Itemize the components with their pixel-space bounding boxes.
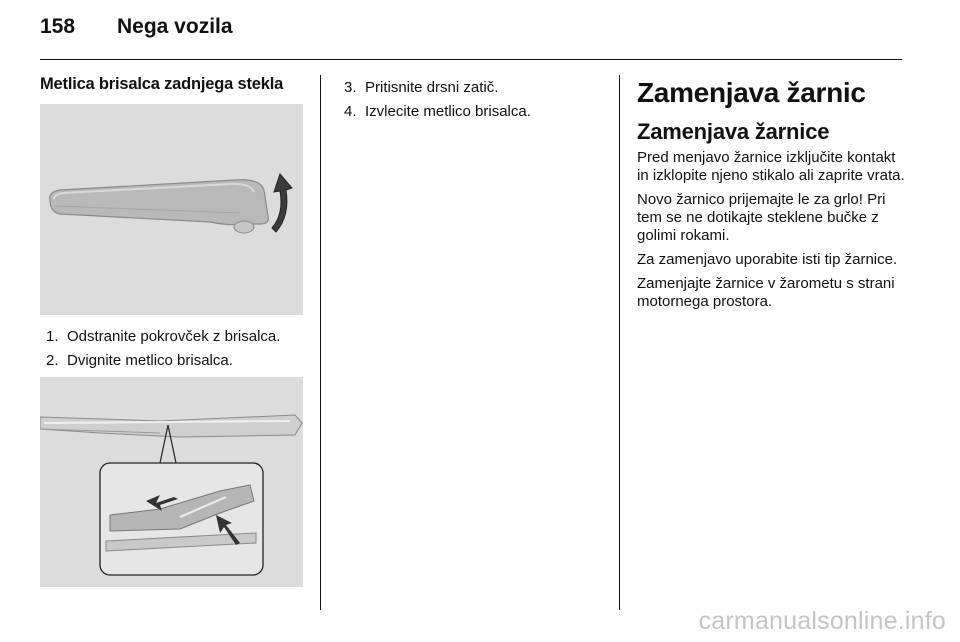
column-left xyxy=(40,75,304,587)
section-heading-rear-wiper: Metlica brisalca zadnjega stekla xyxy=(40,75,284,93)
wiper-blade-release-illustration xyxy=(40,377,303,587)
column-divider-1 xyxy=(320,75,321,610)
watermark: carmanualsonline.info xyxy=(698,607,946,635)
paragraph: Zamenjajte žarnice v žarometu s strani motornega prostora. xyxy=(637,275,895,310)
wiper-arm-drawing xyxy=(40,104,303,315)
paragraph: Pred menjavo žarnice izključite kontakt in izklopite njeno stikalo ali zaprite vrata. xyxy=(637,149,905,184)
steps-list-2 xyxy=(338,79,531,127)
header-rule xyxy=(40,59,902,60)
column-right xyxy=(637,77,907,311)
paragraph: Novo žarnico prijemajte le za grlo! Pri tem se ne dotikajte steklene bučke z golimi rokami. xyxy=(637,191,886,244)
subsection-heading: Zamenjava žarnice xyxy=(637,119,830,144)
page-number: 158 xyxy=(40,15,76,38)
paragraph: Za zamenjavo uporabite isti tip žarnice. xyxy=(637,251,898,268)
wiper-blade-drawing xyxy=(40,377,303,587)
list-item: 2. Dvignite metlico brisalca. xyxy=(46,352,233,369)
list-item: 3. Pritisnite drsni zatič. xyxy=(344,79,499,96)
page-title: Nega vozila xyxy=(117,15,233,38)
section-heading-bulb-replacement: Zamenjava žarnic xyxy=(637,77,866,108)
list-item: 1. Odstranite pokrovček z brisalca. xyxy=(46,328,281,345)
wiper-arm-cover-illustration xyxy=(40,104,303,315)
column-divider-2 xyxy=(619,75,620,610)
steps-list-1 xyxy=(40,328,304,370)
list-item: 4. Izvlecite metlico brisalca. xyxy=(344,103,531,120)
